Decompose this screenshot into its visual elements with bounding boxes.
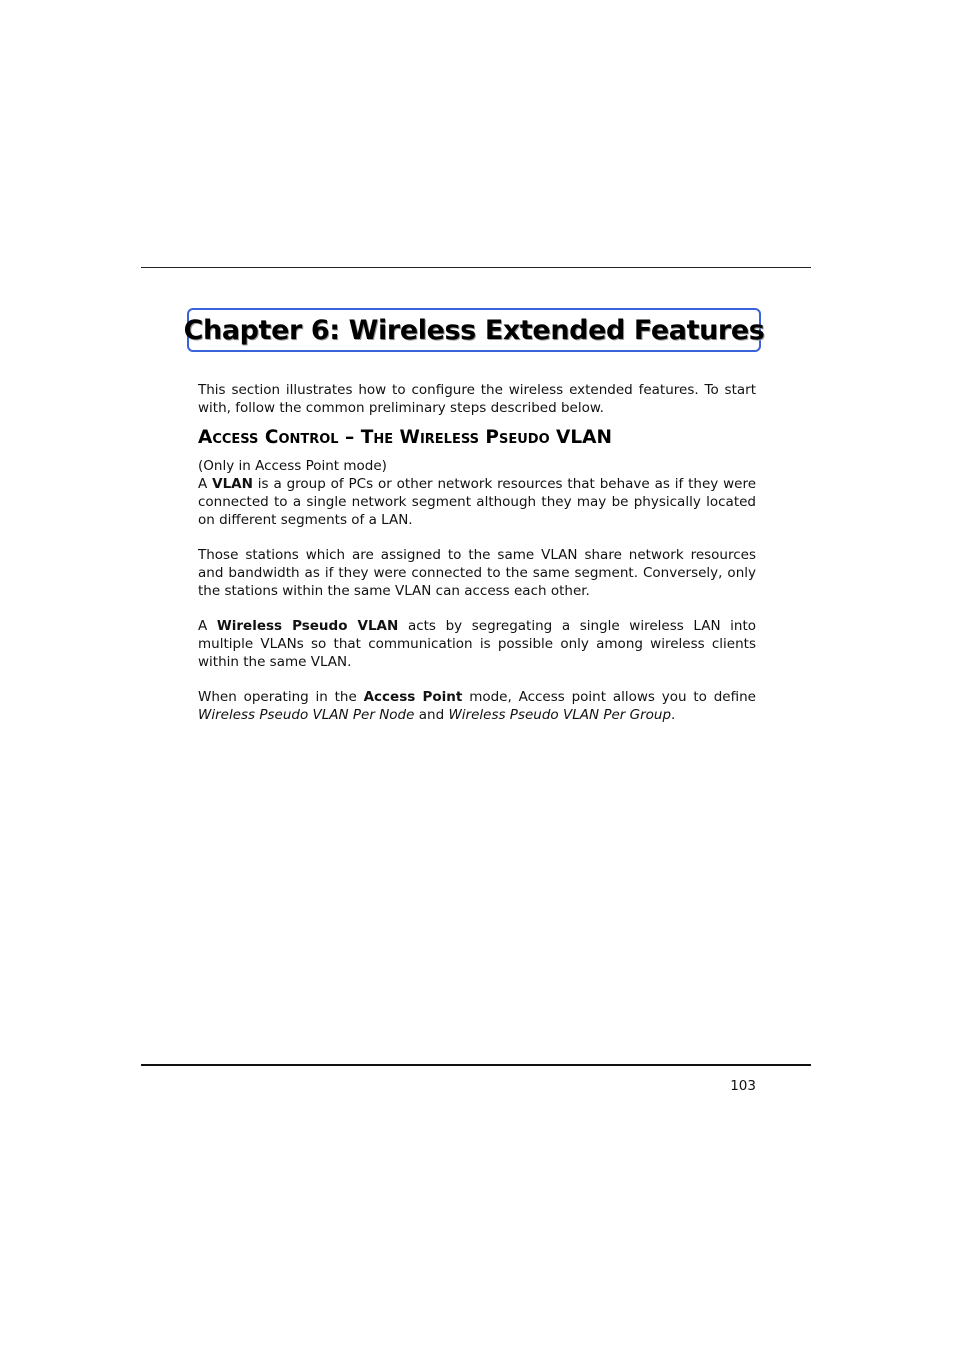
option-per-group: Wireless Pseudo VLAN Per Group xyxy=(448,707,672,723)
vlan-definition-text: is a group of PCs or other network resources that behave as if they were connected to a single network segment although they may be physically located on different segments of a LAN. xyxy=(198,476,757,528)
vlan-definition-paragraph xyxy=(198,475,756,529)
option-per-node: Wireless Pseudo VLAN Per Node xyxy=(198,707,415,723)
mode-note: (Only in Access Point mode) xyxy=(198,458,387,474)
ap-mode-term: Access Point xyxy=(363,689,463,705)
pseudo-vlan-text: acts by segregating a single wireless LAN into multiple VLANs so that communication is possible only among wireless clients within the same VLAN. xyxy=(198,618,757,670)
ap-lead: When operating in the xyxy=(198,689,357,705)
pseudo-vlan-paragraph xyxy=(198,617,756,671)
chapter-title: Chapter 6: Wireless Extended Features xyxy=(183,314,765,346)
vlan-stations-paragraph: Those stations which are assigned to the same VLAN share network resources and bandwidth as if they were connected to the same segment. Conversely, only the stations within the same VLAN can access each other. xyxy=(198,547,756,599)
pseudo-vlan-article: A xyxy=(198,618,208,634)
page-content xyxy=(198,381,756,724)
page-number: 103 xyxy=(730,1078,756,1094)
section-heading: Access Control – The Wireless Pseudo VLAN xyxy=(198,427,612,448)
ap-mid: mode, Access point allows you to define xyxy=(469,689,756,705)
intro-paragraph: This section illustrates how to configure the wireless extended features. To start with, follow the common preliminary steps described below. xyxy=(198,382,756,416)
access-point-paragraph xyxy=(198,688,756,724)
ap-and: and xyxy=(418,707,445,723)
vlan-term: VLAN xyxy=(212,476,253,492)
chapter-title-box xyxy=(183,308,765,352)
ap-end: . xyxy=(671,707,676,723)
footer-rule xyxy=(141,1064,811,1066)
pseudo-vlan-term: Wireless Pseudo VLAN xyxy=(216,618,399,634)
header-rule xyxy=(141,267,811,268)
vlan-article: A xyxy=(198,476,208,492)
